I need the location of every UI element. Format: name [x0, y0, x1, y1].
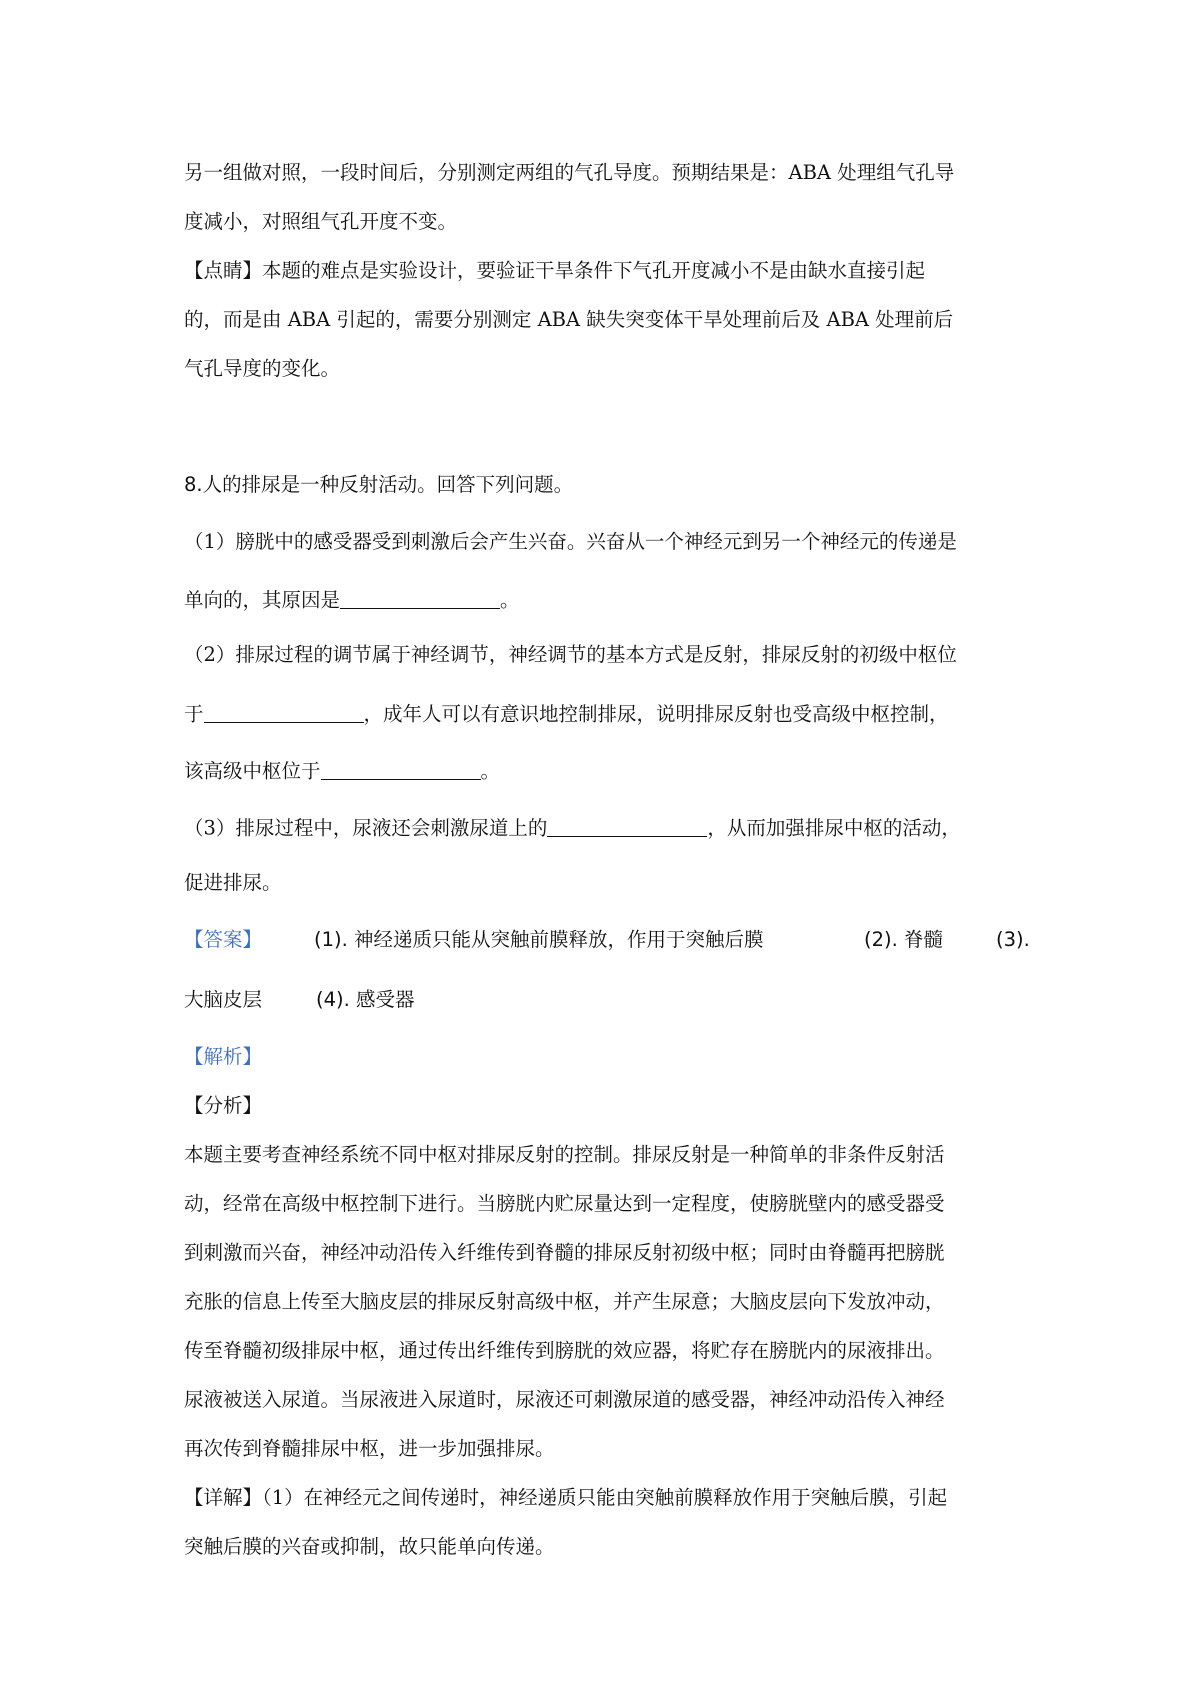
question-number: 8. — [184, 473, 203, 496]
paragraph-line: 度减小，对照组气孔开度不变。 — [184, 210, 458, 233]
paragraph-line: 另一组做对照，一段时间后，分别测定两组的气孔导度。预期结果是：ABA 处理组气孔导 — [184, 161, 955, 184]
analysis-line: 传至脊髓初级排尿中枢，通过传出纤维传到膀胱的效应器，将贮存在膀胱内的尿液排出。 — [184, 1339, 945, 1362]
answer-blank[interactable] — [321, 759, 481, 780]
analysis-line: 充胀的信息上传至大脑皮层的排尿反射高级中枢，并产生尿意；大脑皮层向下发放冲动， — [184, 1290, 945, 1313]
question-text: （3）排尿过程中，尿液还会刺激尿道上的 — [184, 816, 548, 840]
question-text: 于 — [184, 702, 204, 726]
sub-question-1: （1）膀胱中的感受器受到刺激后会产生兴奋。兴奋从一个神经元到另一个神经元的传递是 — [184, 530, 957, 553]
analysis-line: 本题主要考查神经系统不同中枢对排尿反射的控制。排尿反射是一种简单的非条件反射活 — [184, 1143, 945, 1166]
answer-item-3-text: 大脑皮层 — [184, 988, 263, 1011]
answer-blank[interactable] — [340, 588, 500, 609]
analysis-line: 到刺激而兴奋，神经冲动沿传入纤维传到脊髓的排尿反射初级中枢；同时由脊髓再把膀胱 — [184, 1241, 945, 1264]
dianjing-line — [184, 261, 925, 281]
answer-text: 脊髓 — [904, 928, 944, 951]
analysis-line: 动，经常在高级中枢控制下进行。当膀胱内贮尿量达到一定程度，使膀胱壁内的感受器受 — [184, 1192, 945, 1215]
sub-question-1-line2 — [184, 588, 520, 610]
paragraph-line: 气孔导度的变化。 — [184, 357, 341, 380]
dianjing-label: 【点睛】 — [184, 259, 263, 282]
analysis-line: 尿液被送入尿道。当尿液进入尿道时，尿液还可刺激尿道的感受器，神经冲动沿传入神经 — [184, 1388, 945, 1411]
question-text: 。 — [480, 759, 501, 783]
analysis-label: 【解析】 — [184, 1045, 263, 1068]
question-stem-text: 人的排尿是一种反射活动。回答下列问题。 — [202, 473, 574, 496]
answer-item-4 — [316, 990, 415, 1010]
answer-text: 感受器 — [356, 988, 415, 1011]
question-text: ，从而加强排尿中枢的活动， — [707, 816, 961, 840]
paragraph-line: 的，而是由 ABA 引起的，需要分别测定 ABA 缺失突变体干旱处理前后及 ABA 处理前后 — [184, 308, 954, 331]
xiangjie-line2: 突触后膜的兴奋或抑制，故只能单向传递。 — [184, 1535, 555, 1558]
answer-item-1 — [314, 930, 764, 950]
question-stem — [184, 475, 573, 495]
sub-question-2: （2）排尿过程的调节属于神经调节，神经调节的基本方式是反射，排尿反射的初级中枢位 — [184, 643, 957, 666]
question-text: 。 — [500, 588, 520, 612]
xiangjie-label: 【详解】 — [184, 1486, 263, 1509]
answer-blank[interactable] — [547, 816, 707, 837]
answer-label: 【答案】 — [184, 928, 263, 951]
sub-question-3-line2: 促进排尿。 — [184, 871, 282, 894]
question-text: ，成年人可以有意识地控制排尿，说明排尿反射也受高级中枢控制， — [363, 702, 949, 726]
sub-question-2-line2 — [184, 702, 949, 724]
analysis-line: 再次传到脊髓排尿中枢，进一步加强排尿。 — [184, 1437, 555, 1460]
answer-text: 神经递质只能从突触前膜释放，作用于突触后膜 — [354, 928, 764, 951]
sub-question-3 — [184, 816, 961, 838]
answer-item-2 — [864, 930, 943, 950]
answer-item-3-num: (3). — [996, 928, 1030, 951]
question-text: 该高级中枢位于 — [184, 759, 321, 783]
question-text: 单向的，其原因是 — [184, 588, 341, 612]
dianjing-text: 本题的难点是实验设计，要验证干旱条件下气孔开度减小不是由缺水直接引起 — [262, 259, 926, 282]
answer-num: (2). — [864, 928, 898, 951]
answer-num: (4). — [316, 988, 350, 1011]
xiangjie-line — [184, 1488, 947, 1508]
fenxi-label: 【分析】 — [184, 1094, 263, 1117]
answer-blank[interactable] — [204, 702, 364, 723]
sub-question-2-line3 — [184, 759, 500, 781]
xiangjie-text: （1）在神经元之间传递时，神经递质只能由突触前膜释放作用于突触后膜，引起 — [262, 1486, 948, 1509]
answer-num: (1). — [314, 928, 348, 951]
